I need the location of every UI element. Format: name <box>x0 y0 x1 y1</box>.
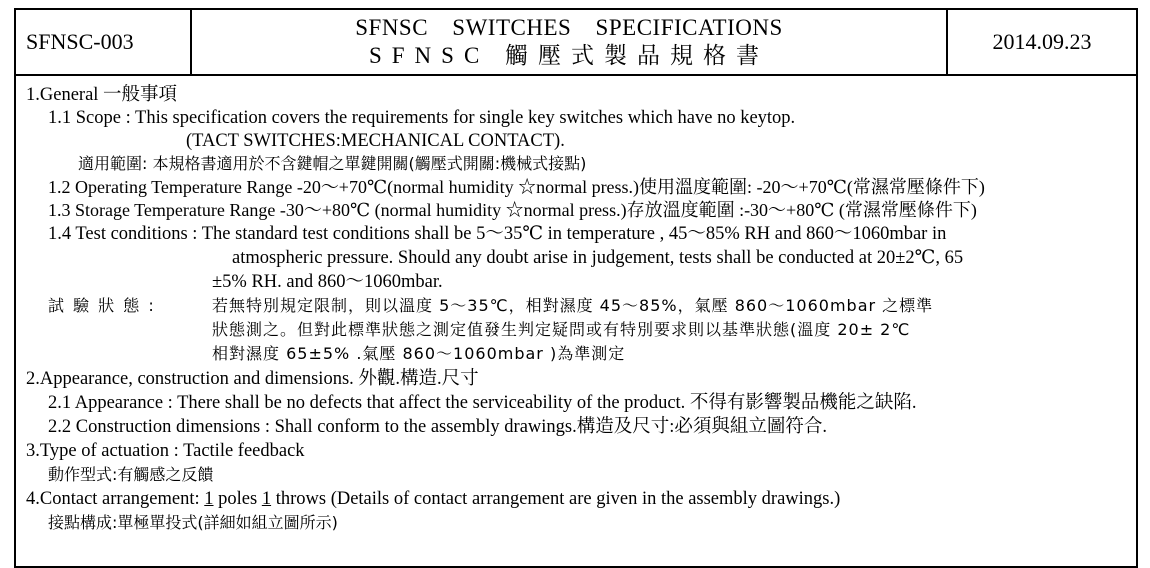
scope-text: 1.1 Scope : This specification covers the requirements for single key switches which have no keytop. <box>48 108 796 128</box>
document-title <box>192 10 948 74</box>
test-status-line-3: 相對濕度 65±5% .氣壓 860～1060mbar )為準測定 <box>212 344 626 363</box>
test-conditions-line-3: ±5% RH. and 860～1060mbar. <box>212 272 443 292</box>
test-status-label: 試 驗 狀 態 : <box>48 296 156 315</box>
document-date: 2014.09.23 <box>992 29 1092 54</box>
section-3-heading: 3.Type of actuation : Tactile feedback <box>26 441 305 461</box>
contact-arrangement-label: 4.Contact arrangement: <box>26 489 205 509</box>
spec-document-frame <box>14 8 1138 568</box>
appearance-text: 2.1 Appearance : There shall be no defects that affect the serviceability of the product. 不得有影響製品機能之缺陷. <box>48 393 917 413</box>
document-number: SFNSC-003 <box>16 10 192 74</box>
throws-count: 1 <box>261 489 272 509</box>
title-english: SFNSC SWITCHES SPECIFICATIONS <box>355 15 783 40</box>
test-status-line-2: 狀態測之。但對此標準狀態之測定值發生判定疑問或有特別要求則以基準狀態(溫度 20± 2℃ <box>212 320 911 339</box>
section-4-heading <box>26 488 840 510</box>
poles-count: 1 <box>204 489 214 509</box>
section-2-heading: 2.Appearance, construction and dimensions. 外觀.構造.尺寸 <box>26 369 479 389</box>
scope-text-continued: (TACT SWITCHES:MECHANICAL CONTACT). <box>186 131 565 151</box>
test-status-line-1: 若無特別規定限制，則以溫度 5～35℃，相對濕度 45～85%，氣壓 860～1060mbar 之標準 <box>212 296 934 315</box>
test-conditions-line-1: 1.4 Test conditions : The standard test conditions shall be 5～35℃ in temperature , 45～85% RH and 860～1060mbar in <box>48 224 947 244</box>
section-1-heading: 1.General 一般事項 <box>26 85 178 105</box>
test-conditions-line-2: atmospheric pressure. Should any doubt arise in judgement, tests shall be conducted at 20±2℃, 65 <box>232 248 964 268</box>
title-chinese: SFNSC 觸壓式製品規格書 <box>368 43 770 68</box>
storage-temperature-range: 1.3 Storage Temperature Range -30～+80℃ (normal humidity ☆normal press.)存放溫度範圍 :-30～+80℃ (常濕常壓條件下) <box>48 200 977 220</box>
scope-text-chinese: 適用範圍: 本規格書適用於不含鍵帽之單鍵開關(觸壓式開關:機械式接點) <box>78 154 587 173</box>
actuation-type-chinese: 動作型式:有觸感之反饋 <box>48 465 214 484</box>
poles-word: poles <box>213 489 262 509</box>
construction-dimensions-text: 2.2 Construction dimensions : Shall conform to the assembly drawings.構造及尺寸:必須與組立圖符合. <box>48 417 828 437</box>
throws-description: throws (Details of contact arrangement are given in the assembly drawings.) <box>271 489 841 509</box>
operating-temperature-range: 1.2 Operating Temperature Range -20～+70℃(normal humidity ☆normal press.)使用溫度範圍: -20～+70℃(常濕常壓條件下) <box>48 177 985 197</box>
contact-arrangement-chinese: 接點構成:單極單投式(詳細如組立圖所示) <box>48 513 338 532</box>
document-header <box>16 10 1136 76</box>
